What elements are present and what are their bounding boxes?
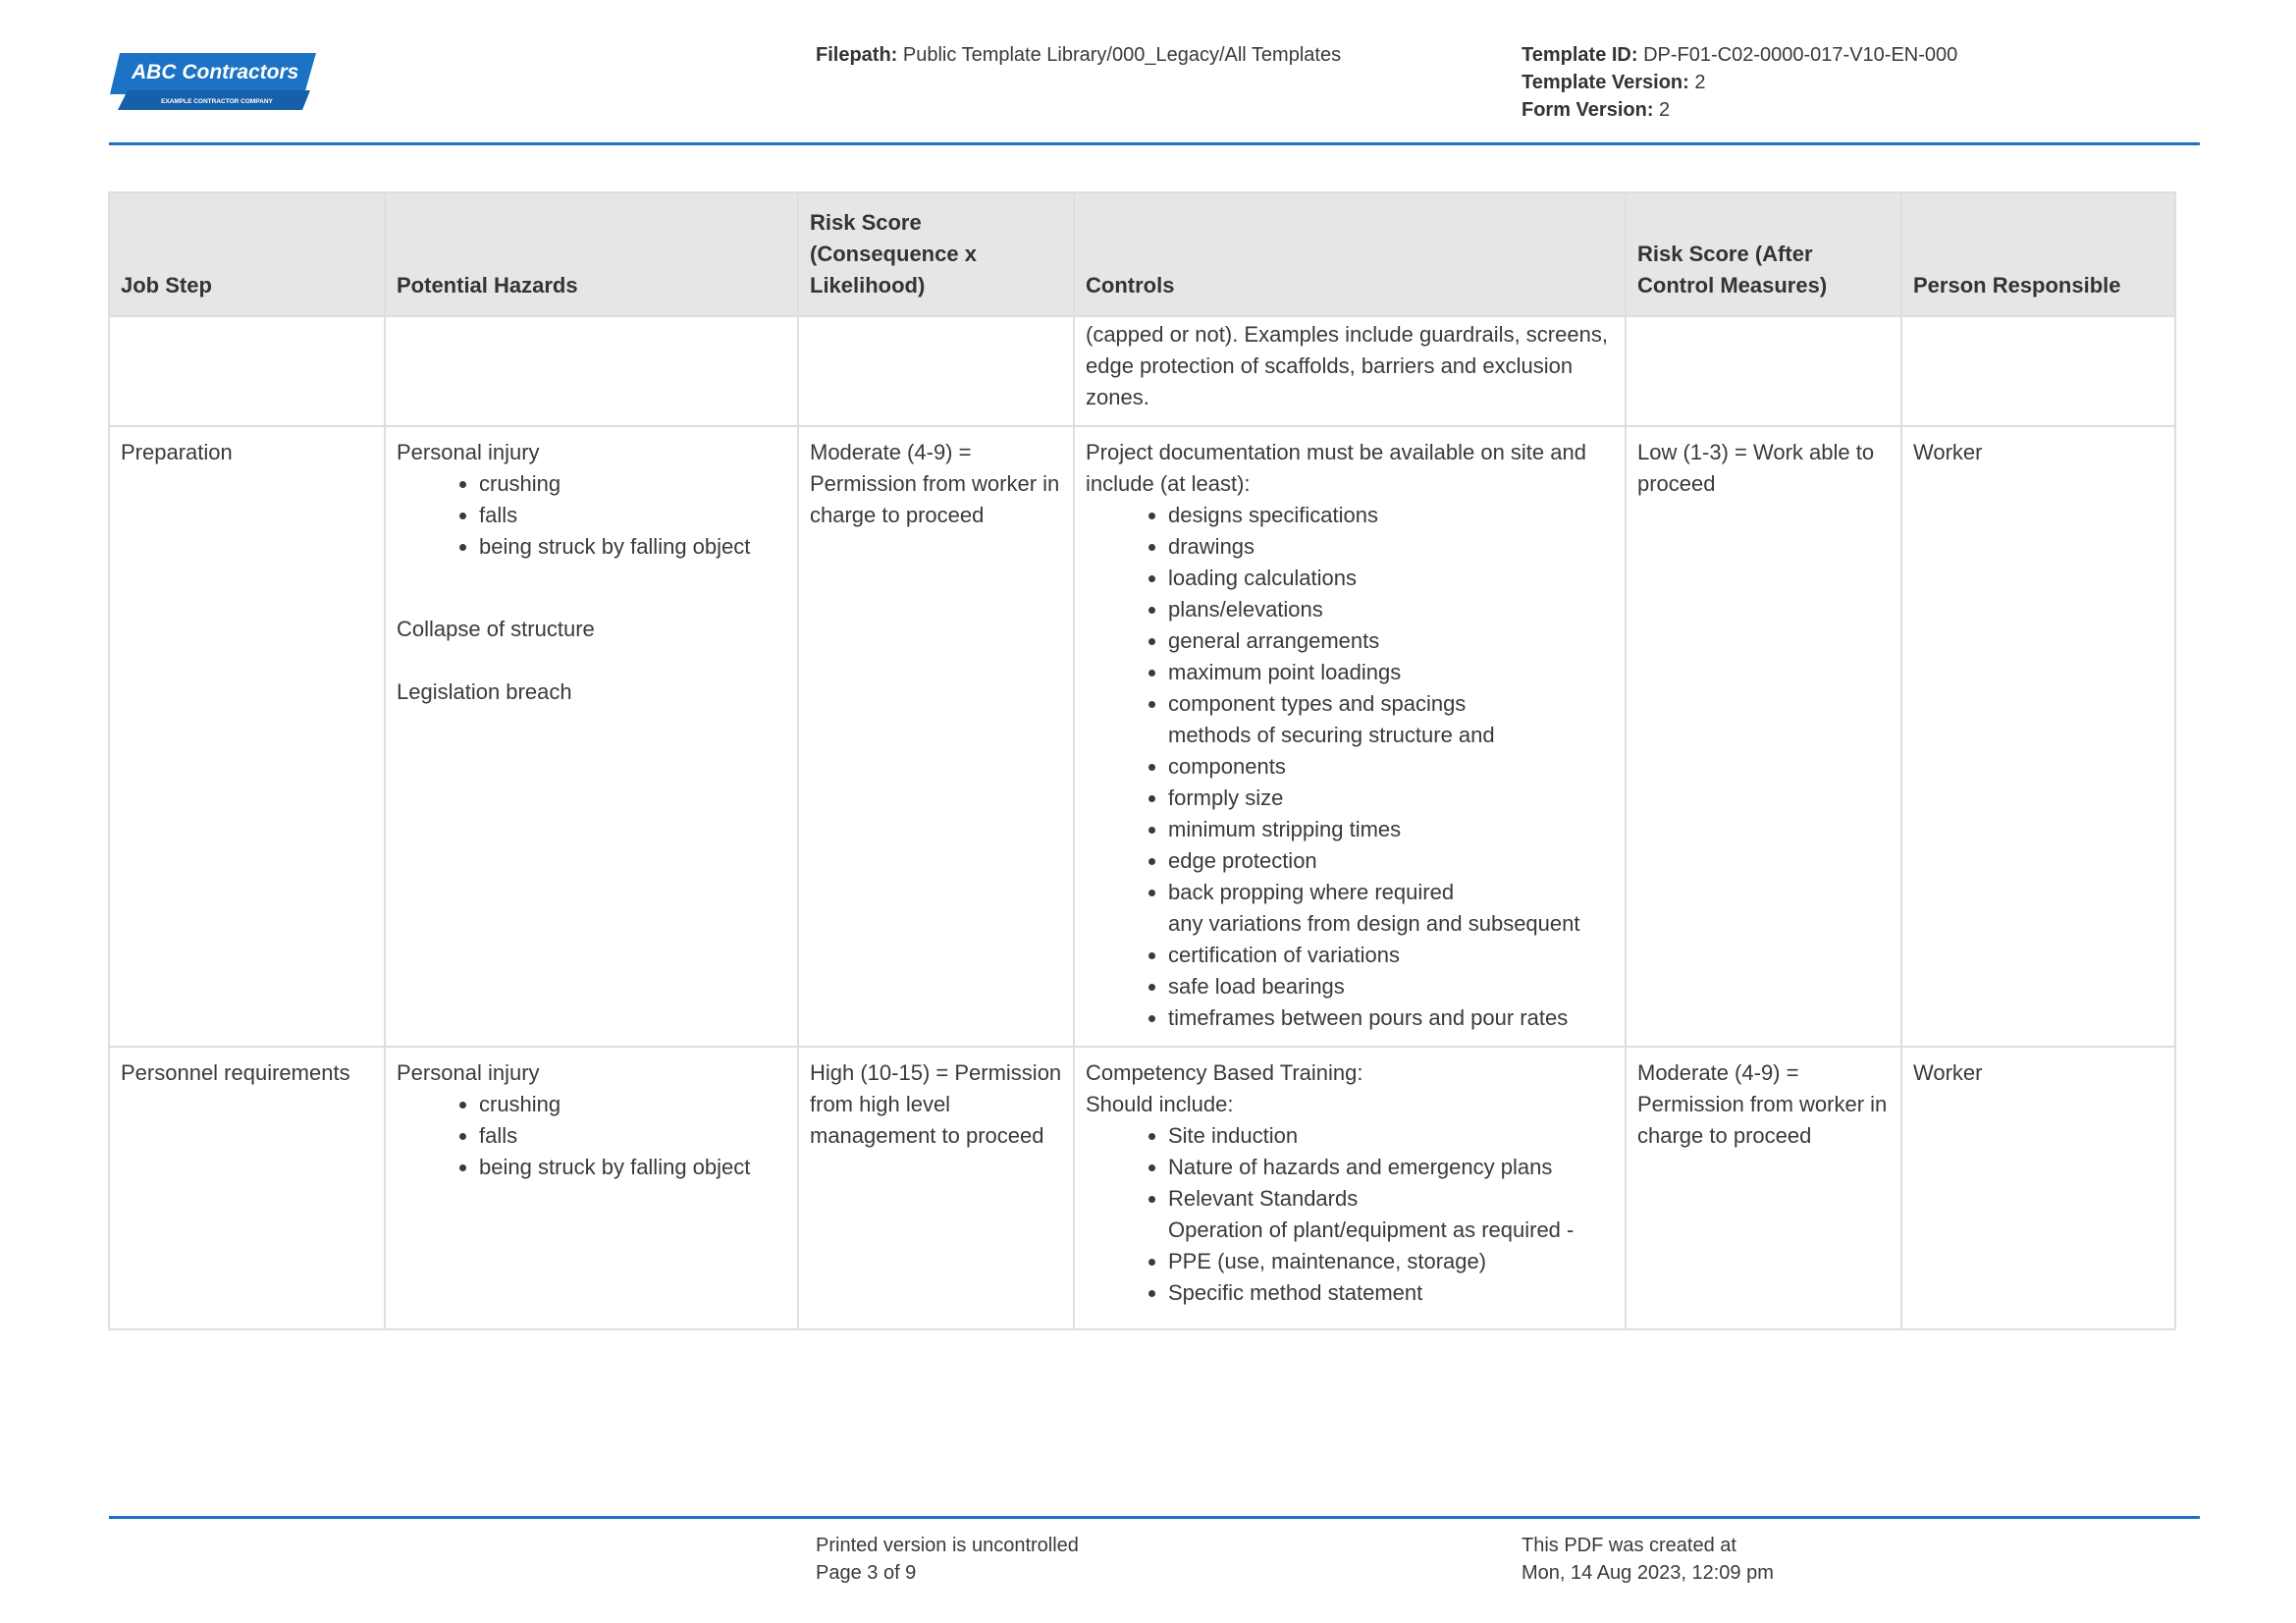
cell-job-step: Preparation xyxy=(109,426,385,1047)
template-version-value: 2 xyxy=(1694,72,1706,93)
list-item xyxy=(1168,877,1614,908)
list-item xyxy=(1168,1002,1614,1034)
list-item-text: minimum stripping times xyxy=(1168,817,1402,841)
uncontrolled-notice: Printed version is uncontrolled xyxy=(816,1535,1079,1556)
controls-list xyxy=(1086,500,1614,1034)
cell-empty xyxy=(385,316,798,426)
company-logo-graphic xyxy=(110,53,316,114)
list-item-text: Specific method statement xyxy=(1168,1280,1423,1305)
list-item-text: drawings xyxy=(1168,534,1255,559)
page-footer xyxy=(0,1532,2296,1591)
cell-empty xyxy=(1901,316,2175,426)
template-id-value: DP-F01-C02-0000-017-V10-EN-000 xyxy=(1643,44,1958,66)
hazard-intro: Personal injury xyxy=(397,1060,540,1085)
list-item xyxy=(1168,783,1614,814)
cell-controls xyxy=(1074,426,1626,1047)
list-item-text: maximum point loadings xyxy=(1168,660,1402,684)
filepath-label: Filepath: xyxy=(816,44,898,66)
page-number: Page 3 of 9 xyxy=(816,1562,917,1584)
list-item xyxy=(1168,500,1614,531)
list-item xyxy=(1168,814,1614,845)
footer-left xyxy=(816,1532,1079,1587)
list-item-text: plans/elevations xyxy=(1168,597,1323,622)
list-item xyxy=(1168,531,1614,563)
list-item-text: back propping where required xyxy=(1168,880,1455,904)
cell-risk-score-after: Moderate (4-9) = Permission from worker in charge to proceed xyxy=(1626,1047,1901,1329)
list-item-text: being struck by falling object xyxy=(479,1155,751,1179)
cell-empty xyxy=(1626,316,1901,426)
list-item-text: Site induction xyxy=(1168,1123,1299,1148)
filepath-value: Public Template Library/000_Legacy/All Templates xyxy=(902,44,1342,66)
list-item xyxy=(1168,1215,1614,1277)
table-row-continued xyxy=(109,316,2175,426)
company-logo xyxy=(110,53,316,114)
header-divider xyxy=(109,142,2200,145)
list-item xyxy=(1168,688,1614,720)
col-header-potential-hazards: Potential Hazards xyxy=(385,192,798,316)
list-item-text: methods of securing structure and components xyxy=(1168,723,1495,779)
cell-risk-score-after: Low (1-3) = Work able to proceed xyxy=(1626,426,1901,1047)
page-header xyxy=(0,0,2296,147)
hazard-legislation: Legislation breach xyxy=(397,679,572,704)
col-header-risk-score: Risk Score (Consequence x Likelihood) xyxy=(798,192,1074,316)
controls-list xyxy=(1086,1120,1614,1309)
list-item-text: formply size xyxy=(1168,785,1284,810)
footer-divider xyxy=(109,1516,2200,1519)
list-item-text: safe load bearings xyxy=(1168,974,1345,999)
filepath xyxy=(816,41,1341,69)
cell-empty xyxy=(798,316,1074,426)
list-item-text: falls xyxy=(479,1123,518,1148)
list-item-text: designs specifications xyxy=(1168,503,1379,527)
list-item xyxy=(1168,594,1614,625)
list-item xyxy=(1168,1277,1614,1309)
list-item xyxy=(1168,625,1614,657)
template-meta xyxy=(1522,41,1957,124)
col-header-job-step: Job Step xyxy=(109,192,385,316)
cell-controls xyxy=(1074,1047,1626,1329)
hazard-intro: Personal injury xyxy=(397,440,540,464)
logo-name: ABC Contractors xyxy=(132,61,299,83)
list-item-text: timeframes between pours and pour rates xyxy=(1168,1005,1569,1030)
risk-assessment-table xyxy=(108,191,2176,1330)
cell-risk-score: Moderate (4-9) = Permission from worker in charge to proceed xyxy=(798,426,1074,1047)
table-row xyxy=(109,1047,2175,1329)
col-header-controls: Controls xyxy=(1074,192,1626,316)
template-version xyxy=(1522,69,1957,96)
list-item xyxy=(1168,1152,1614,1183)
list-item-text: general arrangements xyxy=(1168,628,1380,653)
hazard-collapse: Collapse of structure xyxy=(397,617,595,641)
col-header-person-responsible: Person Responsible xyxy=(1901,192,2175,316)
list-item-text: crushing xyxy=(479,471,561,496)
list-item xyxy=(479,1152,786,1183)
cell-potential-hazards xyxy=(385,426,798,1047)
logo-tagline: EXAMPLE CONTRACTOR COMPANY xyxy=(161,98,273,105)
list-item-text: crushing xyxy=(479,1092,561,1116)
list-item-text: falls xyxy=(479,503,518,527)
table-header-row xyxy=(109,192,2175,316)
form-version xyxy=(1522,96,1957,124)
list-item xyxy=(1168,1183,1614,1215)
list-item xyxy=(479,1120,786,1152)
list-item xyxy=(1168,563,1614,594)
list-item xyxy=(1168,657,1614,688)
footer-right xyxy=(1522,1532,1774,1587)
controls-intro: Project documentation must be available on site and include (at least): xyxy=(1086,440,1586,496)
table-row xyxy=(109,426,2175,1047)
list-item xyxy=(479,468,786,500)
cell-person-responsible: Worker xyxy=(1901,426,2175,1047)
form-version-value: 2 xyxy=(1659,99,1671,121)
hazard-list xyxy=(397,468,786,563)
list-item xyxy=(1168,971,1614,1002)
cell-job-step: Personnel requirements xyxy=(109,1047,385,1329)
list-item xyxy=(479,500,786,531)
form-version-label: Form Version: xyxy=(1522,99,1654,121)
template-id xyxy=(1522,41,1957,69)
list-item xyxy=(1168,908,1614,971)
cell-person-responsible: Worker xyxy=(1901,1047,2175,1329)
created-date: Mon, 14 Aug 2023, 12:09 pm xyxy=(1522,1562,1774,1584)
list-item-text: Operation of plant/equipment as required - PPE (use, maintenance, storage) xyxy=(1168,1217,1575,1273)
cell-controls-continued: (capped or not). Examples include guardrails, screens, edge protection of scaffolds, barriers and exclusion zones. xyxy=(1074,316,1626,426)
list-item xyxy=(1168,720,1614,783)
list-item xyxy=(1168,1120,1614,1152)
list-item-text: component types and spacings xyxy=(1168,691,1467,716)
cell-potential-hazards xyxy=(385,1047,798,1329)
controls-intro: Competency Based Training: xyxy=(1086,1060,1363,1085)
created-label: This PDF was created at xyxy=(1522,1535,1736,1556)
hazard-list xyxy=(397,1089,786,1183)
list-item xyxy=(1168,845,1614,877)
list-item-text: being struck by falling object xyxy=(479,534,751,559)
list-item-text: any variations from design and subsequent certification of variations xyxy=(1168,911,1580,967)
template-version-label: Template Version: xyxy=(1522,72,1689,93)
controls-intro-2: Should include: xyxy=(1086,1092,1234,1116)
list-item-text: loading calculations xyxy=(1168,566,1358,590)
cell-risk-score: High (10-15) = Permission from high level management to proceed xyxy=(798,1047,1074,1329)
cell-empty xyxy=(109,316,385,426)
template-id-label: Template ID: xyxy=(1522,44,1638,66)
list-item xyxy=(479,531,786,563)
list-item xyxy=(479,1089,786,1120)
list-item-text: Relevant Standards xyxy=(1168,1186,1359,1211)
list-item-text: edge protection xyxy=(1168,848,1317,873)
col-header-risk-score-after: Risk Score (After Control Measures) xyxy=(1626,192,1901,316)
list-item-text: Nature of hazards and emergency plans xyxy=(1168,1155,1553,1179)
